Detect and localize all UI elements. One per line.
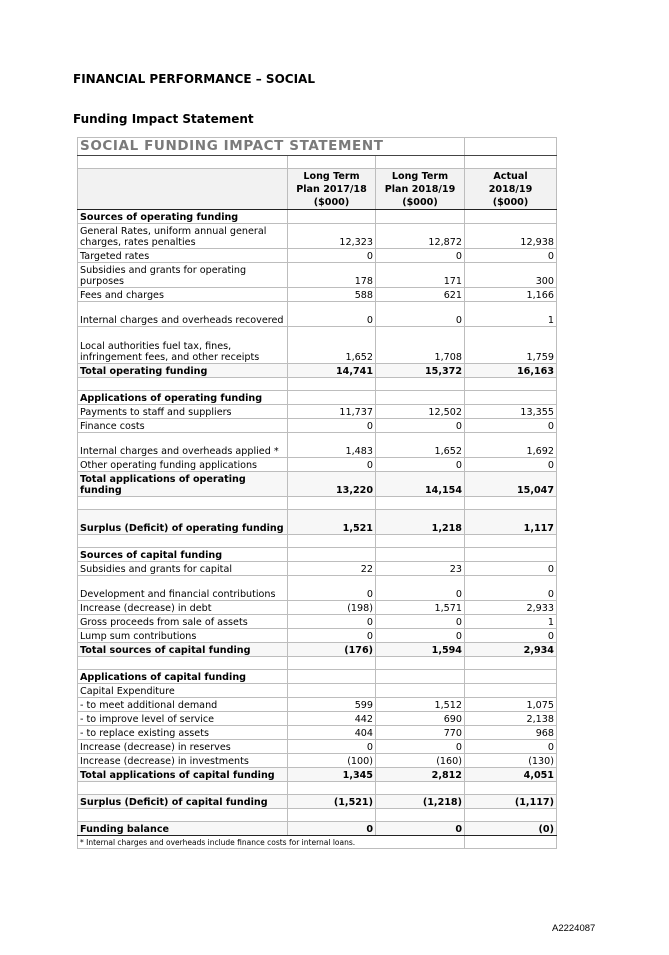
row-value: 0 [465,419,557,433]
row-label: Increase (decrease) in reserves [78,740,288,754]
row-label: Lump sum contributions [78,629,288,643]
row-label: Surplus (Deficit) of operating funding [78,510,288,535]
table-row [78,740,557,754]
row-value [376,782,465,795]
row-label: Sources of operating funding [78,210,288,224]
row-value: 0 [465,740,557,754]
footnote: * Internal charges and overheads include finance costs for internal loans. [78,836,465,849]
table-row [78,726,557,740]
row-label [78,535,288,548]
table-row [78,458,557,472]
column-header-ltp-2018 [376,169,465,210]
row-value: 14,154 [376,472,465,497]
row-value: 0 [376,419,465,433]
row-value: 1,483 [288,433,376,458]
row-label: Internal charges and overheads recovered [78,302,288,327]
row-value: 1,218 [376,510,465,535]
row-value: 0 [376,302,465,327]
column-header-line: ($000) [313,196,350,208]
table-row [78,263,557,288]
row-value: 1,117 [465,510,557,535]
row-label: Subsidies and grants for operating purposes [78,263,288,288]
row-value: 0 [288,419,376,433]
spacer-row [78,535,557,548]
row-label: Total sources of capital funding [78,643,288,657]
row-value: 588 [288,288,376,302]
row-value: 690 [376,712,465,726]
row-value [376,391,465,405]
table-row [78,629,557,643]
spacer-row [78,809,557,822]
row-value: 0 [288,740,376,754]
row-value [288,684,376,698]
table-row [78,405,557,419]
row-value: 0 [288,615,376,629]
row-value [288,809,376,822]
footnote-row [78,836,557,849]
table-row [78,433,557,458]
row-value [465,782,557,795]
row-label [78,782,288,795]
row-value: 300 [465,263,557,288]
row-value: 442 [288,712,376,726]
column-header-actual [465,169,557,210]
row-value: (198) [288,601,376,615]
page-subheading: Funding Impact Statement [73,112,254,126]
table-title-blank [465,138,557,156]
table-row [78,562,557,576]
row-value: 0 [376,629,465,643]
row-value: 0 [376,822,465,836]
row-value: 0 [376,249,465,263]
row-value: 1,075 [465,698,557,712]
table-row [78,698,557,712]
column-header-line: 2018/19 [488,183,533,195]
row-label [78,497,288,510]
spacer-row [78,782,557,795]
row-label: Capital Expenditure [78,684,288,698]
header-spacer-row [78,156,557,169]
row-value: 1,594 [376,643,465,657]
row-value [465,548,557,562]
table-row [78,548,557,562]
row-label: Total operating funding [78,364,288,378]
table-title: SOCIAL FUNDING IMPACT STATEMENT [78,138,465,156]
row-label: Sources of capital funding [78,548,288,562]
table-row [78,576,557,601]
row-value: 0 [465,562,557,576]
row-value: 2,138 [465,712,557,726]
row-value [288,210,376,224]
row-value: 171 [376,263,465,288]
row-value [465,378,557,391]
row-value: 0 [288,458,376,472]
table-title-row [78,138,557,156]
row-value: 1,521 [288,510,376,535]
row-value: 1,652 [288,327,376,364]
row-label: - to improve level of service [78,712,288,726]
row-value: 0 [465,629,557,643]
row-value [465,535,557,548]
table-row [78,670,557,684]
table-row [78,249,557,263]
row-value [376,497,465,510]
row-label: Internal charges and overheads applied * [78,433,288,458]
row-value: 1,512 [376,698,465,712]
table-row [78,302,557,327]
table-row [78,288,557,302]
row-value: 1,692 [465,433,557,458]
row-label: Applications of capital funding [78,670,288,684]
row-value: 0 [376,615,465,629]
row-label: Total applications of operating funding [78,472,288,497]
row-value [288,497,376,510]
row-value [465,670,557,684]
row-label [78,809,288,822]
row-value [376,809,465,822]
document-id: A2224087 [552,923,596,934]
row-value: 770 [376,726,465,740]
table-row [78,615,557,629]
row-value [376,670,465,684]
row-value [465,684,557,698]
row-value [288,657,376,670]
spacer-row [78,497,557,510]
row-value: (1,117) [465,795,557,809]
column-header-line: ($000) [402,196,438,208]
row-value: 1,345 [288,768,376,782]
row-value: 0 [376,576,465,601]
row-value: 0 [288,249,376,263]
row-value: 404 [288,726,376,740]
row-value: 599 [288,698,376,712]
table-row [78,768,557,782]
row-label: Funding balance [78,822,288,836]
row-value: 23 [376,562,465,576]
row-value [465,391,557,405]
row-value: 0 [465,458,557,472]
row-value: 1,652 [376,433,465,458]
table-row [78,391,557,405]
row-value: 0 [288,822,376,836]
row-value: 15,047 [465,472,557,497]
row-value: 1,759 [465,327,557,364]
row-label: Local authorities fuel tax, fines, infringement fees, and other receipts [78,327,288,364]
table-row [78,795,557,809]
row-value: (160) [376,754,465,768]
row-value: (0) [465,822,557,836]
row-value: 13,220 [288,472,376,497]
row-value: (1,521) [288,795,376,809]
row-label: General Rates, uniform annual general charges, rates penalties [78,224,288,249]
row-value [288,548,376,562]
row-label: - to meet additional demand [78,698,288,712]
row-value [376,684,465,698]
column-header-line: Actual [493,170,528,182]
column-header-row [78,169,557,210]
row-value: 0 [288,302,376,327]
row-value [288,535,376,548]
table-row [78,643,557,657]
column-header-line: Long Term [303,170,360,182]
table-row [78,601,557,615]
row-value: 968 [465,726,557,740]
row-value [465,210,557,224]
row-value: 0 [288,576,376,601]
row-value [376,657,465,670]
row-label: - to replace existing assets [78,726,288,740]
row-value: 178 [288,263,376,288]
table-row [78,822,557,836]
table-row [78,754,557,768]
funding-impact-table [77,137,557,849]
page-heading: FINANCIAL PERFORMANCE – SOCIAL [73,72,315,86]
row-value: 12,938 [465,224,557,249]
row-value: 12,502 [376,405,465,419]
footnote-blank [465,836,557,849]
row-value [376,535,465,548]
row-value: (1,218) [376,795,465,809]
row-label: Other operating funding applications [78,458,288,472]
row-value: 1,571 [376,601,465,615]
table-row [78,712,557,726]
row-label: Targeted rates [78,249,288,263]
row-value: 1,708 [376,327,465,364]
column-header-line: Long Term [391,170,449,182]
column-header-ltp-2017 [288,169,376,210]
row-value: 15,372 [376,364,465,378]
row-label: Development and financial contributions [78,576,288,601]
row-value [288,670,376,684]
table-row [78,327,557,364]
row-value: 11,737 [288,405,376,419]
row-label: Subsidies and grants for capital [78,562,288,576]
row-value: (100) [288,754,376,768]
row-label: Gross proceeds from sale of assets [78,615,288,629]
row-value: 1,166 [465,288,557,302]
row-value: 12,323 [288,224,376,249]
row-value: 16,163 [465,364,557,378]
row-value: 12,872 [376,224,465,249]
row-value: 2,933 [465,601,557,615]
column-header-line: Plan 2018/19 [384,183,456,195]
row-value: (130) [465,754,557,768]
table-row [78,510,557,535]
row-value [465,657,557,670]
row-value: 4,051 [465,768,557,782]
table-row [78,472,557,497]
row-label: Applications of operating funding [78,391,288,405]
row-value: 0 [288,629,376,643]
table-row [78,419,557,433]
table-row [78,224,557,249]
row-label [78,378,288,391]
row-value: 13,355 [465,405,557,419]
table-row [78,210,557,224]
row-label: Surplus (Deficit) of capital funding [78,795,288,809]
spacer-row [78,657,557,670]
table-row [78,364,557,378]
row-value [465,809,557,822]
column-header-blank [78,169,288,210]
row-label: Total applications of capital funding [78,768,288,782]
row-value [288,378,376,391]
row-label: Payments to staff and suppliers [78,405,288,419]
row-value: 0 [376,458,465,472]
row-label: Increase (decrease) in debt [78,601,288,615]
row-label: Fees and charges [78,288,288,302]
row-value: 14,741 [288,364,376,378]
row-value: 2,812 [376,768,465,782]
row-value [465,497,557,510]
column-header-line: Plan 2017/18 [296,183,367,195]
row-value [288,782,376,795]
row-value [376,378,465,391]
row-value: (176) [288,643,376,657]
spacer-row [78,378,557,391]
row-value: 1 [465,302,557,327]
row-value: 0 [465,576,557,601]
row-value: 22 [288,562,376,576]
row-label: Increase (decrease) in investments [78,754,288,768]
row-label [78,657,288,670]
row-value: 2,934 [465,643,557,657]
row-label: Finance costs [78,419,288,433]
column-header-line: ($000) [492,196,529,208]
row-value [288,391,376,405]
row-value: 0 [465,249,557,263]
row-value [376,210,465,224]
row-value: 1 [465,615,557,629]
row-value: 0 [376,740,465,754]
row-value: 621 [376,288,465,302]
row-value [376,548,465,562]
table-row [78,684,557,698]
